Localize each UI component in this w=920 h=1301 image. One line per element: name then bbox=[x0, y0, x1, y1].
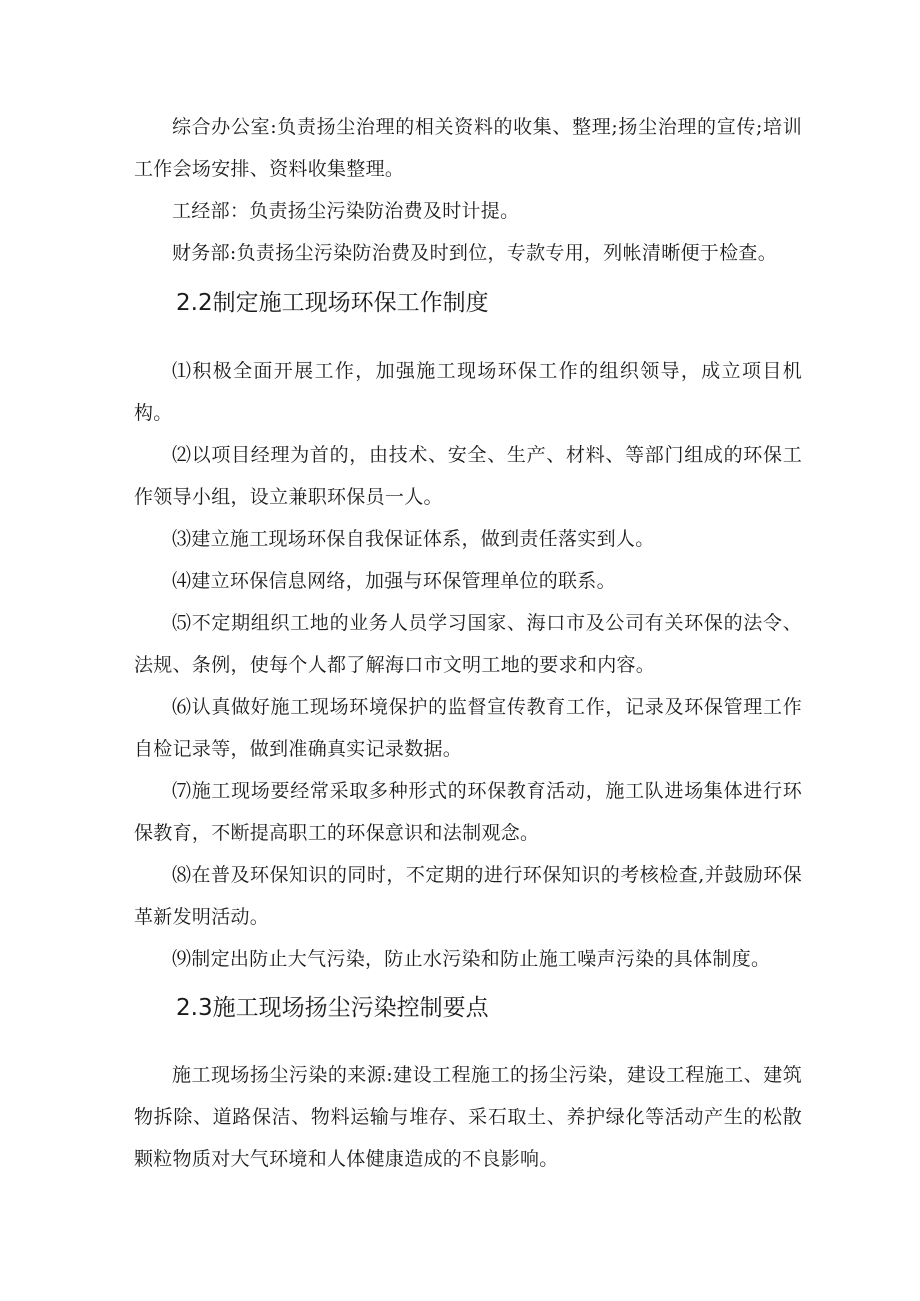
paragraph-engineering-duties: 工经部：负责扬尘污染防治费及时计提。 bbox=[172, 200, 520, 222]
paragraph-dust-source: 施工现场扬尘污染的来源:建设工程施工的扬尘污染，建设工程施工、建筑物拆除、道路保洁、物料运输与堆存、采石取土、养护绿化等活动产生的松散颗粒物质对大气环境和人体健康造成的不良影响。 bbox=[134, 1064, 802, 1170]
list-item: ⑸不定期组织工地的业务人员学习国家、海口市及公司有关环保的法令、法规、条例，使每个人都了解海口市文明工地的要求和内容。 bbox=[134, 612, 802, 676]
list-item: ⑶建立施工现场环保自我保证体系，做到责任落实到人。 bbox=[172, 528, 655, 550]
list-item: ⑴积极全面开展工作，加强施工现场环保工作的组织领导，成立项目机构。 bbox=[134, 360, 802, 424]
section-heading-2-2: 2.2制定施工现场环保工作制度 bbox=[176, 290, 489, 316]
section-heading-2-3: 2.3施工现场扬尘污染控制要点 bbox=[176, 995, 489, 1021]
paragraph-finance-duties: 财务部:负责扬尘污染防治费及时到位，专款专用，列帐清晰便于检查。 bbox=[172, 242, 778, 264]
list-item: ⑼制定出防止大气污染，防止水污染和防止施工噪声污染的具体制度。 bbox=[172, 948, 771, 970]
paragraph-office-duties: 综合办公室:负责扬尘治理的相关资料的收集、整理;扬尘治理的宣传;培训工作会场安排、资料收集整理。 bbox=[134, 116, 802, 180]
list-item: ⑻在普及环保知识的同时，不定期的进行环保知识的考核检查,并鼓励环保革新发明活动。 bbox=[134, 864, 802, 928]
list-item: ⑺施工现场要经常采取多种形式的环保教育活动，施工队进场集体进行环保教育，不断提高职工的环保意识和法制观念。 bbox=[134, 780, 802, 844]
list-item: ⑵以项目经理为首的，由技术、安全、生产、材料、等部门组成的环保工作领导小组，设立兼职环保员一人。 bbox=[134, 444, 802, 508]
list-item: ⑹认真做好施工现场环境保护的监督宣传教育工作，记录及环保管理工作自检记录等，做到准确真实记录数据。 bbox=[134, 696, 802, 760]
list-item: ⑷建立环保信息网络，加强与环保管理单位的联系。 bbox=[172, 570, 616, 592]
